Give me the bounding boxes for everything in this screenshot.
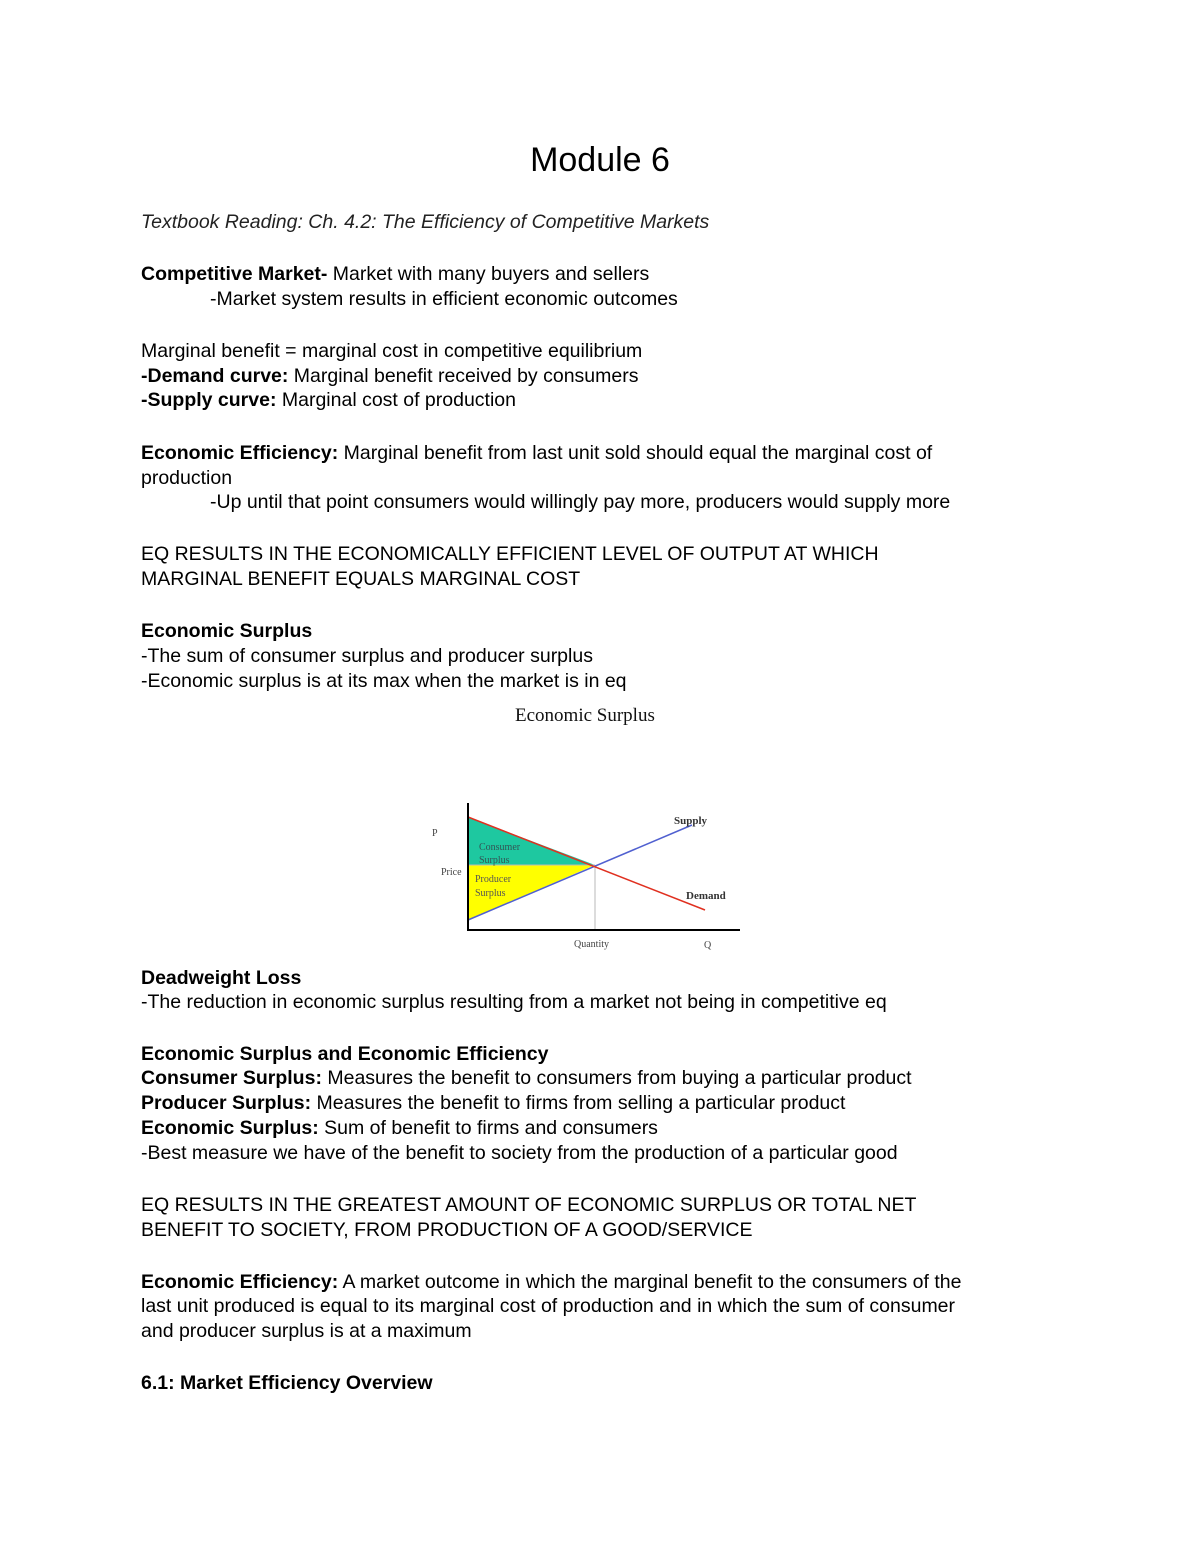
term: -Supply curve: (141, 389, 277, 411)
deadweight-loss-line1: -The reduction in economic surplus resulting from a market not being in competitive eq (141, 991, 887, 1013)
best-measure-line: -Best measure we have of the benefit to society from the production of a particular good (141, 1142, 898, 1164)
price-label: Price (441, 867, 462, 878)
term: -Demand curve: (141, 365, 289, 387)
definition: Marginal cost of production (276, 389, 516, 411)
economic-surplus-line2: -Economic surplus is at its max when the market is in eq (141, 670, 627, 692)
term: Competitive Market- (141, 263, 328, 285)
quantity-label: Quantity (574, 939, 609, 950)
economic-surplus-definition (141, 1116, 658, 1140)
page-title: Module 6 (530, 141, 670, 179)
consumer-surplus-definition (141, 1066, 912, 1090)
economic-efficiency-definition-2 (141, 1270, 961, 1294)
definition: Sum of benefit to firms and consumers (318, 1117, 658, 1139)
marginal-equilibrium-line: Marginal benefit = marginal cost in competitive equilibrium (141, 340, 643, 362)
supply-curve-definition (141, 388, 516, 412)
producer-surplus-definition (141, 1091, 845, 1115)
term: Producer Surplus: (141, 1092, 312, 1114)
economic-surplus-heading: Economic Surplus (141, 620, 313, 642)
consumer-surplus-label-2: Surplus (479, 855, 510, 866)
economic-surplus-line1: -The sum of consumer surplus and producer surplus (141, 645, 593, 667)
economic-efficiency-definition-cont: production (141, 467, 233, 489)
section-heading: 6.1: Market Efficiency Overview (141, 1372, 433, 1394)
economic-efficiency-definition (141, 441, 932, 465)
eq-statement-line2: MARGINAL BENEFIT EQUALS MARGINAL COST (141, 568, 581, 590)
producer-surplus-label-1: Producer (475, 874, 512, 885)
definition: A market outcome in which the marginal benefit to the consumers of the (338, 1271, 962, 1293)
competitive-market-note: -Market system results in efficient economic outcomes (210, 288, 678, 310)
deadweight-loss-heading: Deadweight Loss (141, 967, 302, 989)
p-axis-label: P (432, 828, 438, 839)
economic-efficiency-definition-2-line3: and producer surplus is at a maximum (141, 1320, 472, 1342)
supply-label: Supply (674, 815, 708, 827)
textbook-reading: Textbook Reading: Ch. 4.2: The Efficiency of Competitive Markets (141, 211, 710, 233)
surplus-efficiency-heading: Economic Surplus and Economic Efficiency (141, 1043, 549, 1065)
consumer-surplus-label-1: Consumer (479, 842, 521, 853)
definition: Market with many buyers and sellers (327, 263, 650, 285)
economic-efficiency-definition-2-line2: last unit produced is equal to its marginal cost of production and in which the sum of consumer (141, 1295, 956, 1317)
term: Economic Efficiency: (141, 442, 339, 464)
demand-curve-definition (141, 364, 638, 388)
definition: Marginal benefit from last unit sold should equal the marginal cost of (338, 442, 933, 464)
eq2-statement-line1: EQ RESULTS IN THE GREATEST AMOUNT OF ECONOMIC SURPLUS OR TOTAL NET (141, 1194, 917, 1216)
definition: Measures the benefit to firms from selling a particular product (311, 1092, 846, 1114)
q-axis-label: Q (704, 940, 712, 951)
figure-title: Economic Surplus (515, 705, 655, 726)
economic-surplus-chart (420, 795, 750, 960)
demand-label: Demand (686, 890, 726, 902)
definition: Marginal benefit received by consumers (288, 365, 639, 387)
economic-efficiency-note: -Up until that point consumers would willingly pay more, producers would supply more (210, 491, 951, 513)
term: Economic Efficiency: (141, 1271, 339, 1293)
competitive-market-definition (141, 262, 649, 286)
eq2-statement-line2: BENEFIT TO SOCIETY, FROM PRODUCTION OF A GOOD/SERVICE (141, 1219, 753, 1241)
term: Consumer Surplus: (141, 1067, 322, 1089)
eq-statement-line1: EQ RESULTS IN THE ECONOMICALLY EFFICIENT LEVEL OF OUTPUT AT WHICH (141, 543, 879, 565)
term: Economic Surplus: (141, 1117, 319, 1139)
producer-surplus-label-2: Surplus (475, 888, 506, 899)
definition: Measures the benefit to consumers from buying a particular product (321, 1067, 912, 1089)
